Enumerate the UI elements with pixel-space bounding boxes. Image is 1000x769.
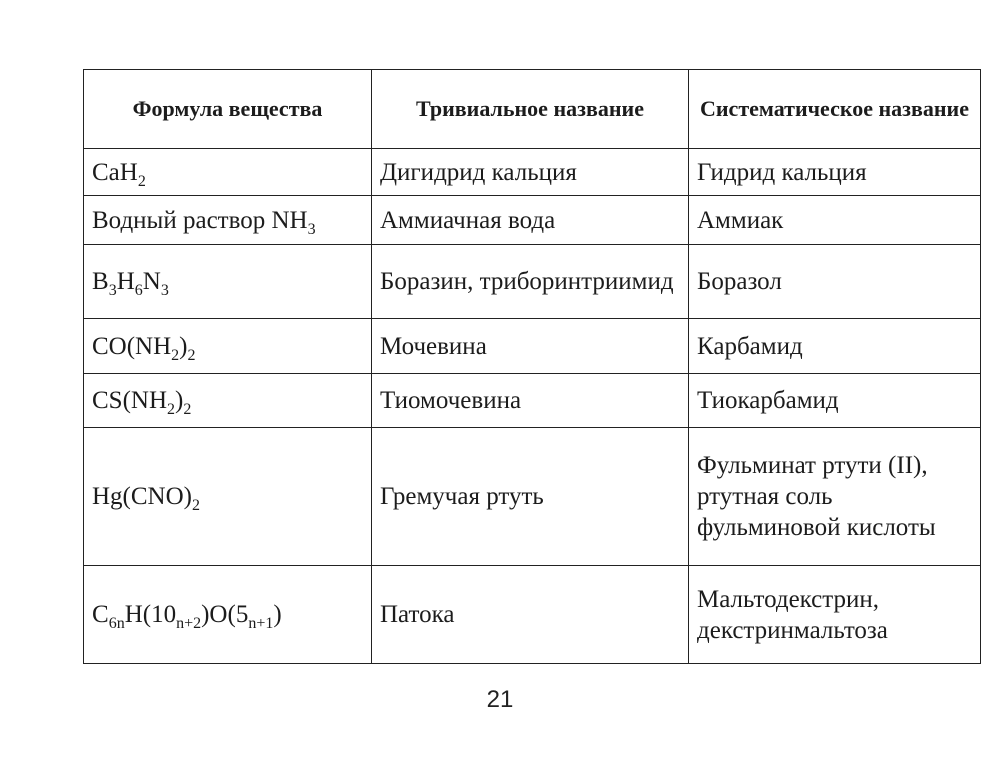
table-row xyxy=(84,319,981,374)
trivial-name-cell: Боразин, триборинтриимид xyxy=(372,245,689,319)
trivial-name-cell: Патока xyxy=(372,566,689,664)
table-row xyxy=(84,566,981,664)
formula-subscript: 2 xyxy=(167,401,176,418)
table-row xyxy=(84,428,981,566)
trivial-name-cell: Тиомочевина xyxy=(372,374,689,428)
table-row xyxy=(84,149,981,196)
formula-cell: $Hg(CNO)_2$ xyxy=(84,428,372,566)
formula-subscript: 6n xyxy=(108,615,125,632)
header-trivial-name: Тривиальное название xyxy=(372,70,689,149)
header-systematic-name: Систематическое название xyxy=(689,70,981,149)
formula-subscript: 2 xyxy=(192,497,200,514)
trivial-name-cell: Дигидрид кальция xyxy=(372,149,689,196)
formula-cell: CaH$_2$ xyxy=(84,149,372,196)
systematic-name-cell: Тиокарбамид xyxy=(689,374,981,428)
table-row xyxy=(84,196,981,245)
formula-subscript: 3 xyxy=(108,282,117,299)
formula-cell: $CO(NH_2)_2$ xyxy=(84,319,372,374)
systematic-name-cell: Фульминат ртути (II), ртутная соль фульминовой кислоты xyxy=(689,428,981,566)
formula-cell: $C_{6n}H(10_{n+2})O(5_{n+1})$ xyxy=(84,566,372,664)
formula-subscript: 2 xyxy=(183,401,192,418)
trivial-name-cell: Мочевина xyxy=(372,319,689,374)
formula-subscript: 2 xyxy=(171,346,180,364)
systematic-name-cell: Мальтодекстрин, декстринмальтоза xyxy=(689,566,981,664)
formula-subscript: 3 xyxy=(307,220,316,238)
trivial-name-cell: Аммиачная вода xyxy=(372,196,689,245)
systematic-name-cell: Боразол xyxy=(689,245,981,319)
header-formula: Формула вещества xyxy=(84,70,372,149)
formula-subscript: 6 xyxy=(134,282,143,299)
systematic-name-cell: Аммиак xyxy=(689,196,981,245)
trivial-name-cell: Гремучая ртуть xyxy=(372,428,689,566)
compounds-table xyxy=(83,69,981,664)
formula-cell: $CS(NH_2)_2$ xyxy=(84,374,372,428)
table-header-row xyxy=(84,70,981,149)
page-number: 21 xyxy=(486,686,514,713)
formula-subscript: n+1 xyxy=(248,615,274,632)
formula-subscript: n+2 xyxy=(176,615,202,632)
systematic-name-cell: Гидрид кальция xyxy=(689,149,981,196)
formula-cell: $B_3H_6N_3$ xyxy=(84,245,372,319)
formula-subscript: 2 xyxy=(137,172,146,190)
systematic-name-cell: Карбамид xyxy=(689,319,981,374)
table-row xyxy=(84,374,981,428)
formula-subscript: 3 xyxy=(160,282,169,299)
formula-cell: Водный раствор $NH_3$ xyxy=(84,196,372,245)
table-row xyxy=(84,245,981,319)
formula-subscript: 2 xyxy=(187,346,196,364)
